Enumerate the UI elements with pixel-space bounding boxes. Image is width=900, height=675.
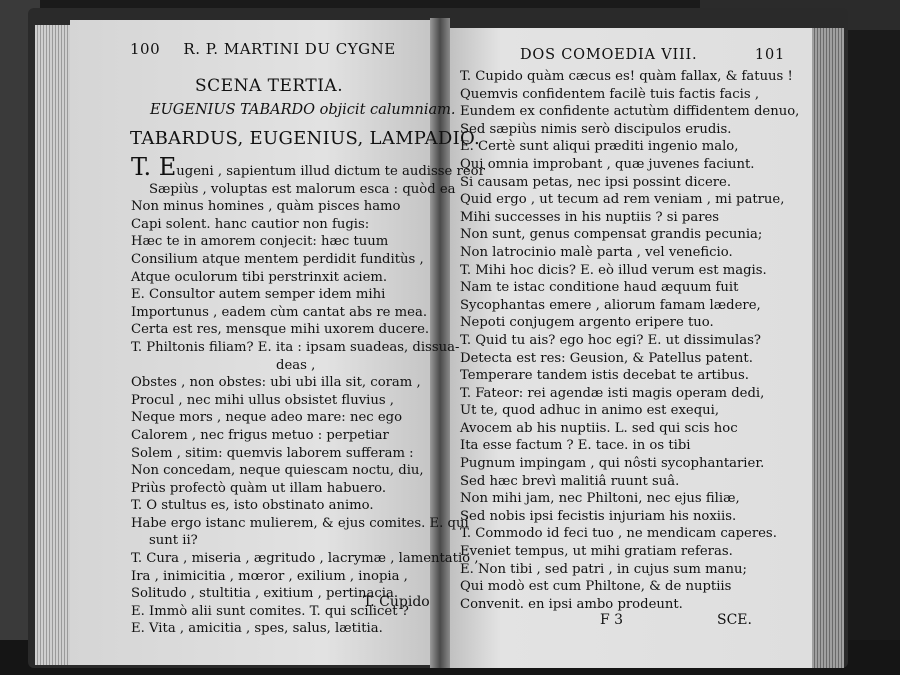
verse-line: E. Consultor autem semper idem mihi	[131, 287, 386, 303]
scene-title: SCENA TERTIA.	[195, 76, 344, 96]
verse-line: Obstes , non obstes: ubi ubi illa sit, coram ,	[131, 375, 421, 391]
verse-line: Capi solent. hanc cautior non fugis:	[131, 216, 370, 232]
verse-line: Atque oculorum tibi perstrinxit aciem.	[131, 269, 388, 285]
verse-line: Calorem , nec frigus metuo : perpetiar	[131, 427, 389, 443]
verse-line: Nam te istac conditione haud æquum fuit	[460, 280, 739, 296]
verse-line: Certa est res, mensque mihi uxorem ducere.	[131, 322, 430, 338]
verse-line: T. Commodo id feci tuo , ne mendicam caperes.	[460, 526, 777, 542]
drop-cap: T. E	[131, 153, 177, 181]
verse-line: T. Cura , miseria , ægritudo , lacrymæ , lamentatio ,	[131, 551, 479, 567]
verse-line: Sæpiùs , voluptas est malorum esca : quòd ea	[149, 181, 456, 197]
left-page-number: 100	[130, 40, 161, 58]
verse-line: Non sunt, genus compensat grandis pecunia;	[460, 227, 763, 243]
verse-line: Solem , sitim: quemvis laborem sufferam :	[131, 445, 414, 461]
verse-line: T. Eugeni , sapientum illud dictum te audisse reor	[131, 153, 485, 181]
verse-line: Sed sæpiùs nimis serò discipulos erudis.	[460, 121, 732, 137]
verse-line: Quid ergo , ut tecum ad rem veniam , mi patrue,	[460, 192, 785, 208]
verse-line: Nepoti conjugem argento eripere tuo.	[460, 315, 714, 331]
verse-line: Consilium atque mentem perdidit funditùs ,	[131, 251, 424, 267]
verse-line: Sycophantas emere , aliorum famam lædere,	[460, 297, 761, 313]
verse-line: Non latrocinio malè parta , vel veneficio.	[460, 244, 733, 260]
right-running-head	[520, 47, 785, 63]
verse-line: Priùs profectò quàm ut illam habuero.	[131, 480, 387, 496]
verse-line: Ut te, quod adhuc in animo est exequi,	[460, 403, 720, 419]
verse-line: Qui modò est cum Philtone, & de nuptiis	[460, 579, 732, 595]
left-catchword: T. Cupido	[363, 594, 430, 610]
left-running-head-text: R. P. MARTINI DU CYGNE	[183, 40, 396, 58]
signature-mark: F 3	[600, 612, 624, 628]
verse-line: T. Cupido quàm cæcus es! quàm fallax, & fatuus !	[460, 69, 793, 84]
verse-line: E. Non tibi , sed patri , in cujus sum manu;	[460, 561, 747, 577]
verse-line: Solitudo , stultitia , exitium , pertinacia.	[131, 586, 399, 602]
verse-line: T. Philtonis filiam? E. ita : ipsam suadeas, dissua-	[131, 339, 460, 355]
verse-line: T. O stultus es, isto obstinato animo.	[131, 498, 374, 514]
verse-line: E. Certè sunt aliqui præditi ingenio malo,	[460, 139, 739, 155]
right-catchword: SCE.	[717, 612, 752, 628]
verse-line: Non concedam, neque quiescam noctu, diu,	[131, 463, 424, 479]
verse-line: Quemvis confidentem facilè tuis factis facis ,	[460, 86, 760, 102]
verse-line: Sed nobis ipsi fecistis injuriam his noxiis.	[460, 508, 737, 524]
verse-line: sunt ii?	[149, 533, 198, 549]
verse-line: Habe ergo istanc mulierem, & ejus comites. E. qui	[131, 515, 469, 531]
verse-line: Non mihi jam, nec Philtoni, nec ejus filiæ,	[460, 491, 740, 507]
left-running-head	[130, 40, 420, 58]
scene-personae: TABARDUS, EUGENIUS, LAMPADIO.	[130, 128, 481, 149]
verse-line: Temperare tandem istis decebat te artibus.	[460, 368, 749, 384]
right-page-edges	[812, 28, 844, 668]
verse-line: Si causam petas, nec ipsi possint dicere.	[460, 174, 732, 190]
verse-line: T. Fateor: rei agendæ isti magis operam dedi,	[460, 385, 765, 401]
verse-line: Importunus , eadem cùm cantat abs re mea.	[131, 304, 428, 320]
right-page-text	[460, 68, 799, 613]
verse-line: Ita esse factum ? E. tace. in os tibi	[460, 438, 691, 454]
right-running-head-text: DOS COMOEDIA VIII.	[520, 47, 698, 63]
scene-argument: EUGENIUS TABARDO objicit calumniam.	[150, 102, 456, 118]
verse-line: Qui omnia improbant , quæ juvenes faciunt.	[460, 156, 755, 172]
verse-line: Avocem ab his nuptiis. L. sed qui scis hoc	[460, 420, 738, 436]
right-page-number: 101	[754, 47, 785, 63]
verse-line: Ira , inimicitia , mœror , exilium , inopia ,	[131, 568, 408, 584]
verse-line: T. Mihi hoc dicis? E. eò illud verum est magis.	[460, 262, 767, 278]
verse-line: Eveniet tempus, ut mihi gratiam referas.	[460, 544, 733, 560]
verse-line: Neque mors , neque adeo mare: nec ego	[131, 410, 403, 426]
verse-line: E. Immò alii sunt comites. T. qui scilicet ?	[131, 603, 409, 619]
verse-line: Mihi successes in his nuptiis ? si pares	[460, 209, 720, 225]
verse-line: Pugnum impingam , qui nôsti sycophantarier.	[460, 456, 765, 472]
verse-line: Convenit. en ipsi ambo prodeunt.	[460, 596, 683, 612]
verse-line: Eundem ex confidente actutùm diffidentem denuo,	[460, 104, 800, 120]
verse-line: Procul , nec mihi ullus obsistet fluvius ,	[131, 392, 395, 408]
verse-line: E. Vita , amicitia , spes, salus, lætitia.	[131, 621, 383, 637]
verse-line: Hæc te in amorem conjecit: hæc tuum	[131, 234, 389, 250]
verse-line: Non minus homines , quàm pisces hamo	[131, 199, 401, 215]
verse-line: Detecta est res: Geusion, & Patellus patent.	[460, 350, 753, 366]
verse-line: Sed hæc brevì malitiâ ruunt suâ.	[460, 473, 680, 489]
left-page-text	[131, 153, 485, 638]
verse-line: T. Quid tu ais? ego hoc egi? E. ut dissimulas?	[460, 332, 761, 348]
verse-line: deas ,	[276, 357, 316, 373]
